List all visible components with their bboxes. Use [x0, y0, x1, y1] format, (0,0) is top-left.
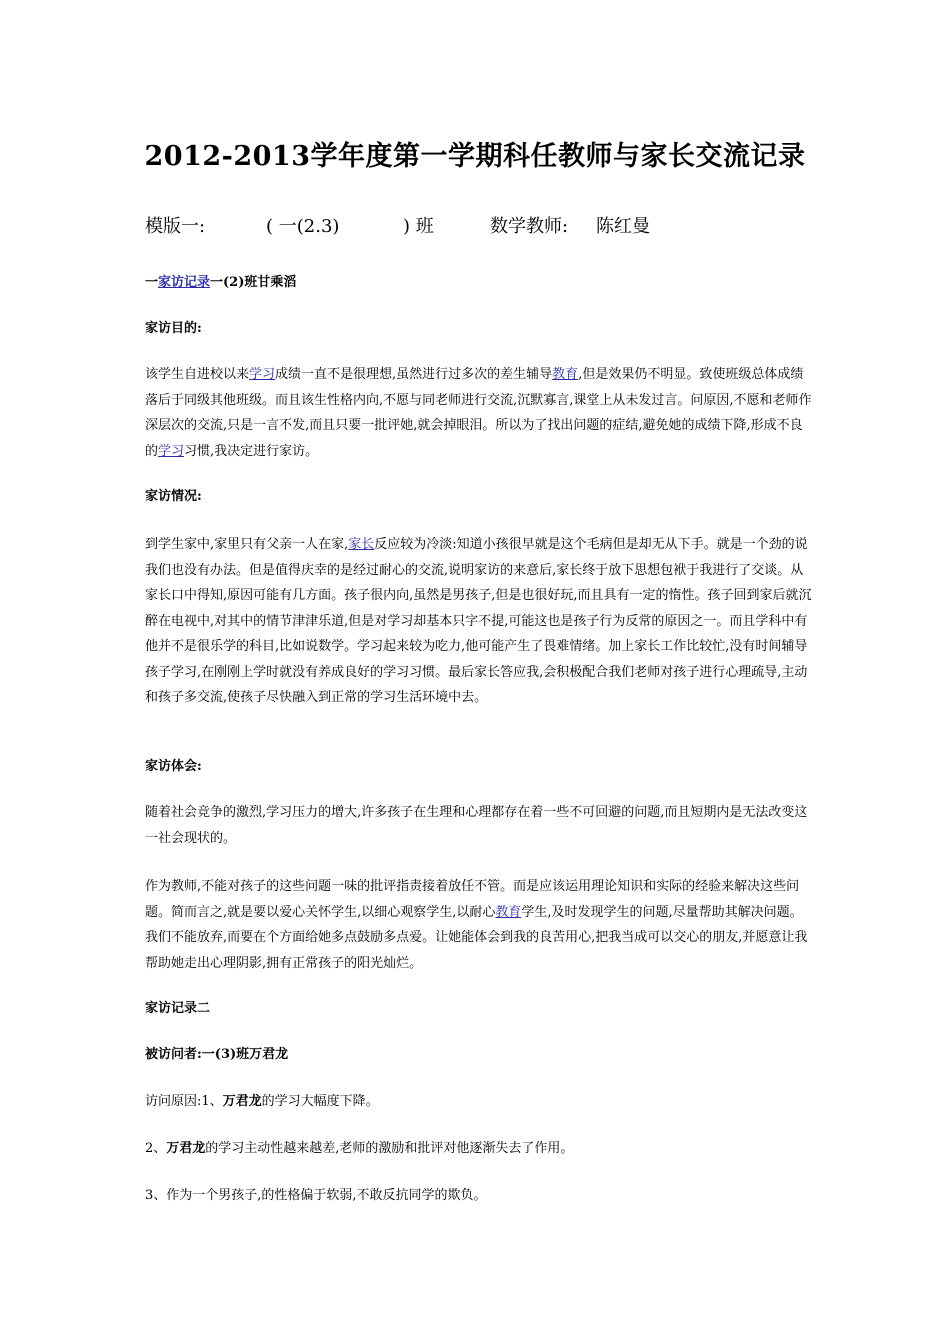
purpose-text-1: 该学生自进校以来	[145, 367, 250, 382]
situation-paragraph	[145, 532, 813, 711]
reason-1	[145, 1089, 813, 1115]
record1-heading	[145, 270, 813, 296]
reflection-text-1: 作为教师,不能对孩子的这些问题一味的批评指责接着放任不管。而是应该运用理论知识和实际的经验来解决这些问题。简而言之,就是要以爱心关怀学生,以细心观察学生,以耐心	[145, 879, 800, 920]
reason-3: 3、作为一个男孩子,的性格偏于软弱,不敢反抗同学的欺负。	[145, 1188, 487, 1203]
home-visit-record-link[interactable]: 家访记录	[158, 275, 211, 290]
page-title: 2012-2013学年度第一学期科任教师与家长交流记录	[144, 141, 806, 172]
student-name: 万君龙	[222, 1094, 262, 1109]
reason-1-suffix: 的学习大幅度下降。	[261, 1094, 379, 1109]
record2-heading: 家访记录二	[145, 1001, 211, 1016]
study-link[interactable]: 学习	[249, 367, 276, 382]
purpose-heading: 家访目的:	[145, 321, 202, 336]
record1-heading-prefix: 一	[145, 275, 159, 290]
education-link-2[interactable]: 教育	[495, 904, 522, 920]
study-link-2[interactable]: 学习	[158, 443, 185, 459]
reason-2-prefix: 2、	[145, 1141, 167, 1156]
reflection-paragraph-1: 随着社会竞争的激烈,学习压力的增大,许多孩子在生理和心理都存在着一些不可回避的问题,而且短期内是无法改变这一社会现状的。	[145, 805, 808, 846]
purpose-paragraph	[145, 362, 813, 464]
reason-2-suffix: 的学习主动性越来越差,老师的激励和批评对他逐渐失去了作用。	[205, 1141, 574, 1156]
reflection-text-2: 学生,及时发现学生的问题,尽量帮助其解决问题。我们不能放弃,而要在个方面给她多点鼓励多点爱。让她能体会到我的良苦用心,把我当成可以交心的朋友,并愿意让我帮助她走出心理阴影,拥有正常孩子的阳光灿烂。	[145, 904, 808, 971]
teacher-name: 陈红曼	[596, 216, 650, 237]
purpose-text-3: ,但是效果仍不明显。致使班级总体成绩落后于同级其他班级。而且该生性格内向,不愿与同老师进行交流,沉默寡言,课堂上从未发过言。问原因,不愿和老师作深层次的交流,只是一言不发,而且只要一批评她,就会掉眼泪。所以为了找出问题的症结,避免她的成绩下降,形成不良的	[145, 367, 812, 459]
situation-heading: 家访情况:	[145, 489, 202, 504]
purpose-text-4: 习惯,我决定进行家访。	[184, 443, 319, 459]
class-close: ) 班	[403, 216, 434, 237]
student-name-2: 万君龙	[166, 1141, 206, 1156]
reflection-heading: 家访体会:	[145, 759, 202, 774]
purpose-text-2: 成绩一直不是很理想,虽然进行过多次的差生辅导	[275, 367, 553, 382]
interviewee-line: 被访问者:一(3)班万君龙	[145, 1047, 289, 1062]
reason-2	[145, 1136, 813, 1162]
parent-link[interactable]: 家长	[348, 537, 375, 552]
class-open: ( 一(2.3)	[266, 216, 340, 237]
record1-heading-suffix: 一(2)班甘乘滔	[210, 275, 297, 290]
template-label: 模版一:	[145, 216, 206, 237]
education-link[interactable]: 教育	[552, 367, 579, 382]
situation-text-1: 到学生家中,家里只有父亲一人在家,	[145, 537, 349, 552]
reflection-paragraph-2	[145, 874, 813, 976]
reason-1-prefix: 访问原因:1、	[145, 1094, 223, 1109]
teacher-label: 数学教师:	[490, 216, 569, 237]
situation-text-2: 反应较为冷淡:知道小孩很早就是这个毛病但是却无从下手。就是一个劲的说我们也没有办法。但是值得庆幸的是经过耐心的交流,说明家访的来意后,家长终于放下思想包袱于我进行了交谈。从家长口中得知,原因可能有几方面。孩子很内向,虽然是男孩子,但是也很好玩,而且具有一定的惰性。孩子回到家后就沉醉在电视中,对其中的情节津津乐道,但是对学习却基本只字不提,可能这也是孩子行为反常的原因之一。而且学科中有他并不是很乐学的科目,比如说数学。学习起来较为吃力,他可能产生了畏难情绪。加上家长工作比较忙,没有时间辅导孩子学习,在刚刚上学时就没有养成良好的学习习惯。最后家长答应我,会积极配合我们老师对孩子进行心理疏导,主动和孩子多交流,使孩子尽快融入到正常的学习生活环境中去。	[145, 537, 812, 705]
